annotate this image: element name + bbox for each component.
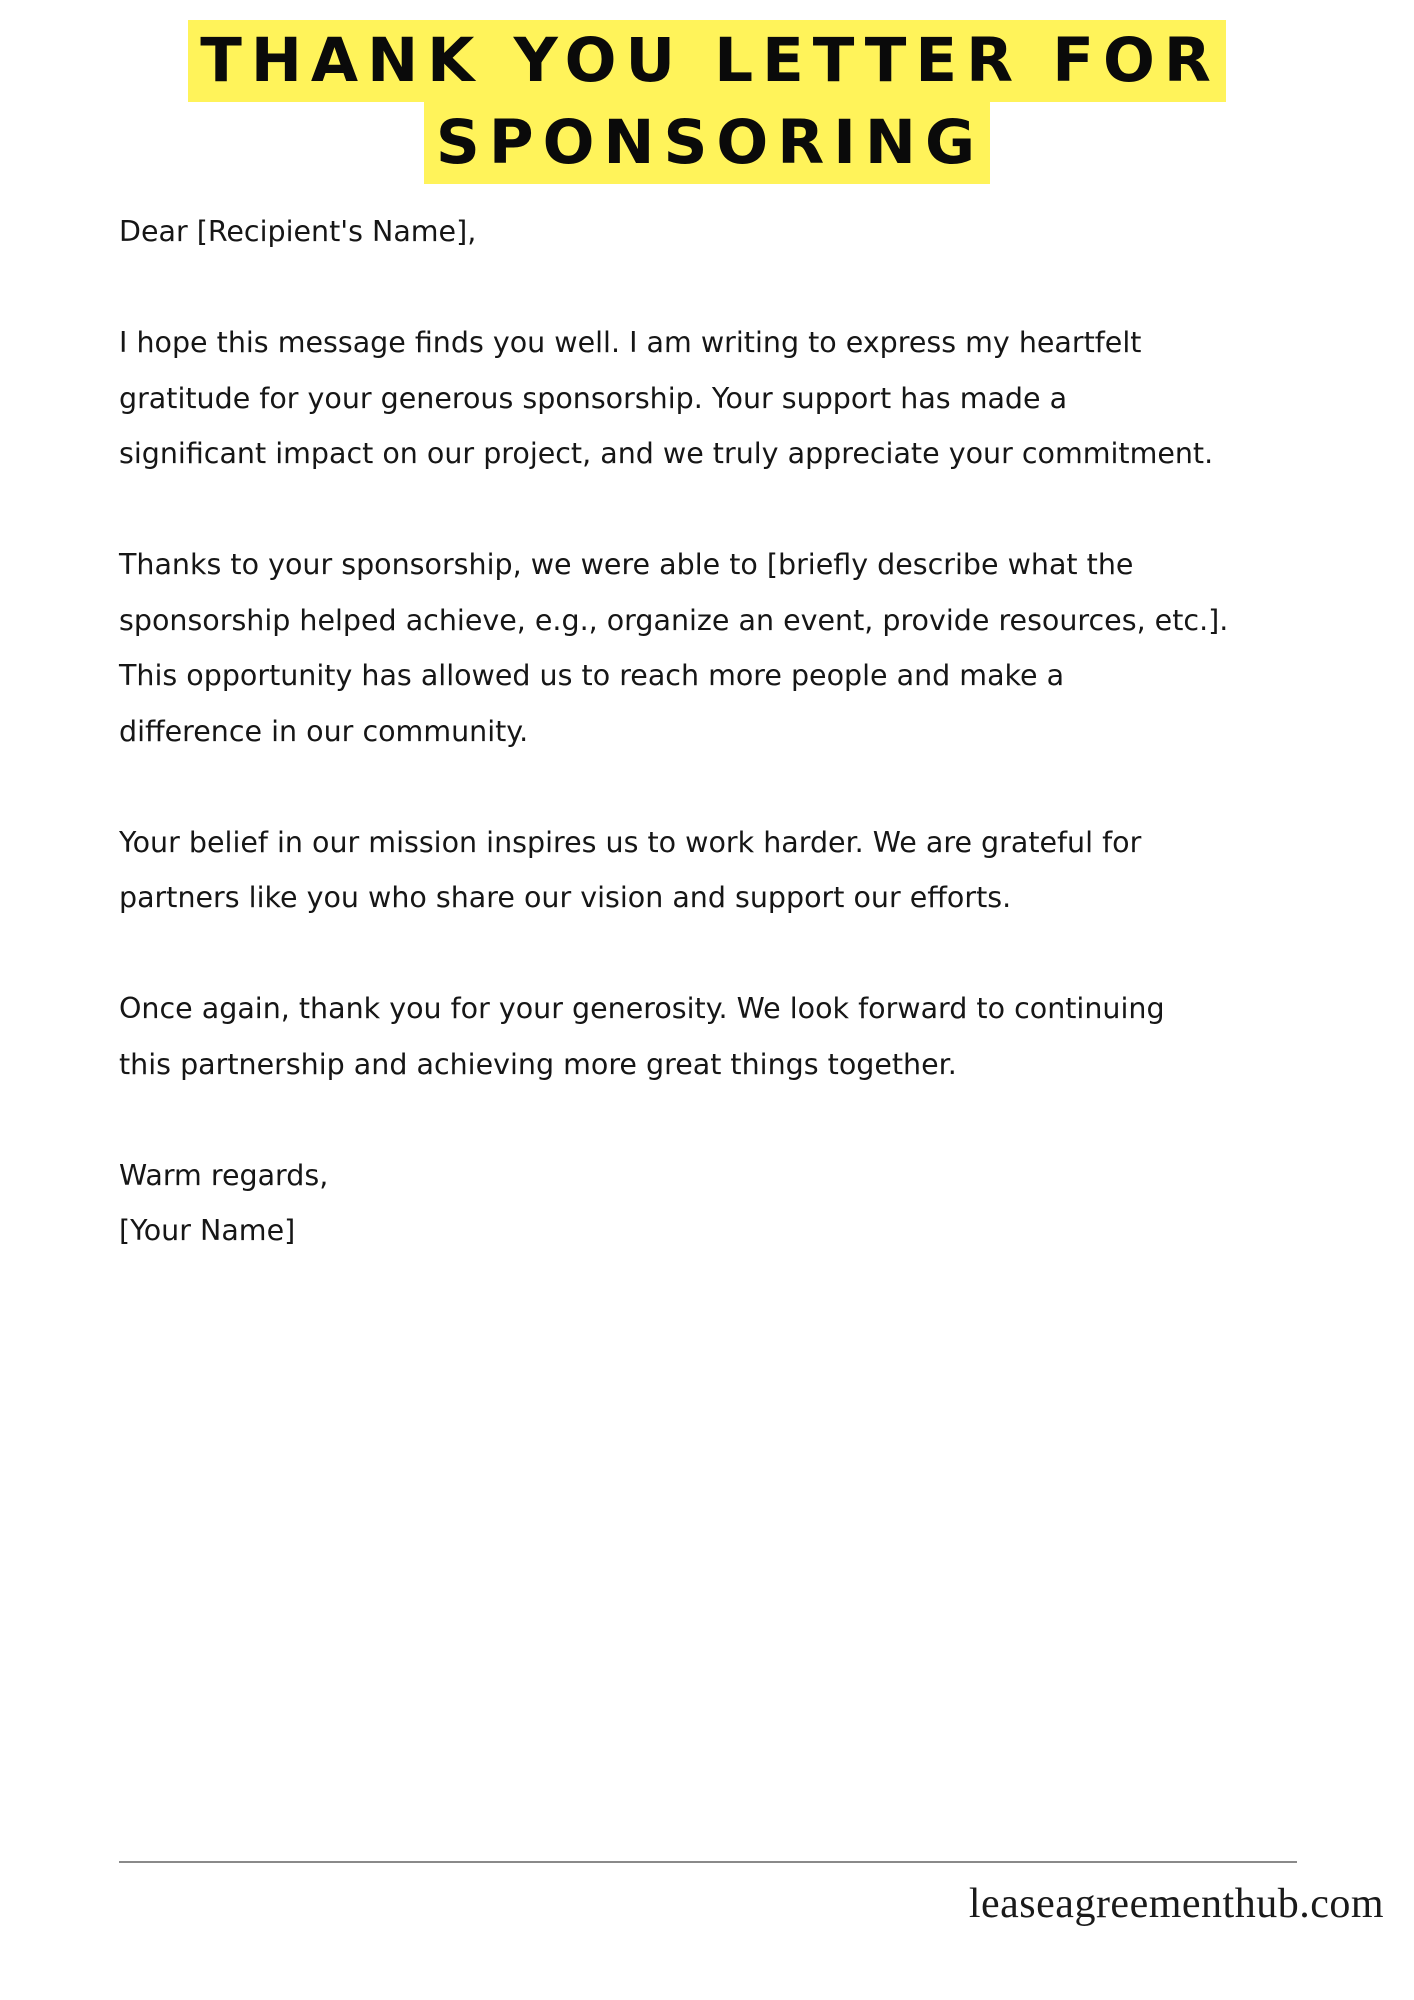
letter-title [0,20,1414,184]
paragraph-achievements: Thanks to your sponsorship, we were able to [briefly describe what the sponsorship helped achieve, e.g., organize an event, provide resources, etc.]. This opportunity has allowed us to reach more people and make a difference in our community. [119,548,1229,748]
paragraph-intro: I hope this message finds you well. I am writing to express my heartfelt gratitude for your generous sponsorship. Your support has made a significant impact on our project, and we truly appreciate your commitment. [119,326,1214,470]
title-line-2: SPONSORING [424,102,990,184]
footer-divider [119,1861,1297,1863]
signature-block: Warm regards, [Your Name] [119,1158,329,1247]
footer-website: leaseagreementhub.com [968,1881,1384,1927]
salutation: Dear [Recipient's Name], [119,215,477,248]
title-line-1: THANK YOU LETTER FOR [188,20,1226,102]
paragraph-closing-thanks: Once again, thank you for your generosity. We look forward to continuing this partnership and achieving more great things together. [119,992,1165,1081]
paragraph-mission: Your belief in our mission inspires us to work harder. We are grateful for partners like you who share our vision and support our efforts. [119,825,1142,914]
letter-body [119,204,1349,1259]
